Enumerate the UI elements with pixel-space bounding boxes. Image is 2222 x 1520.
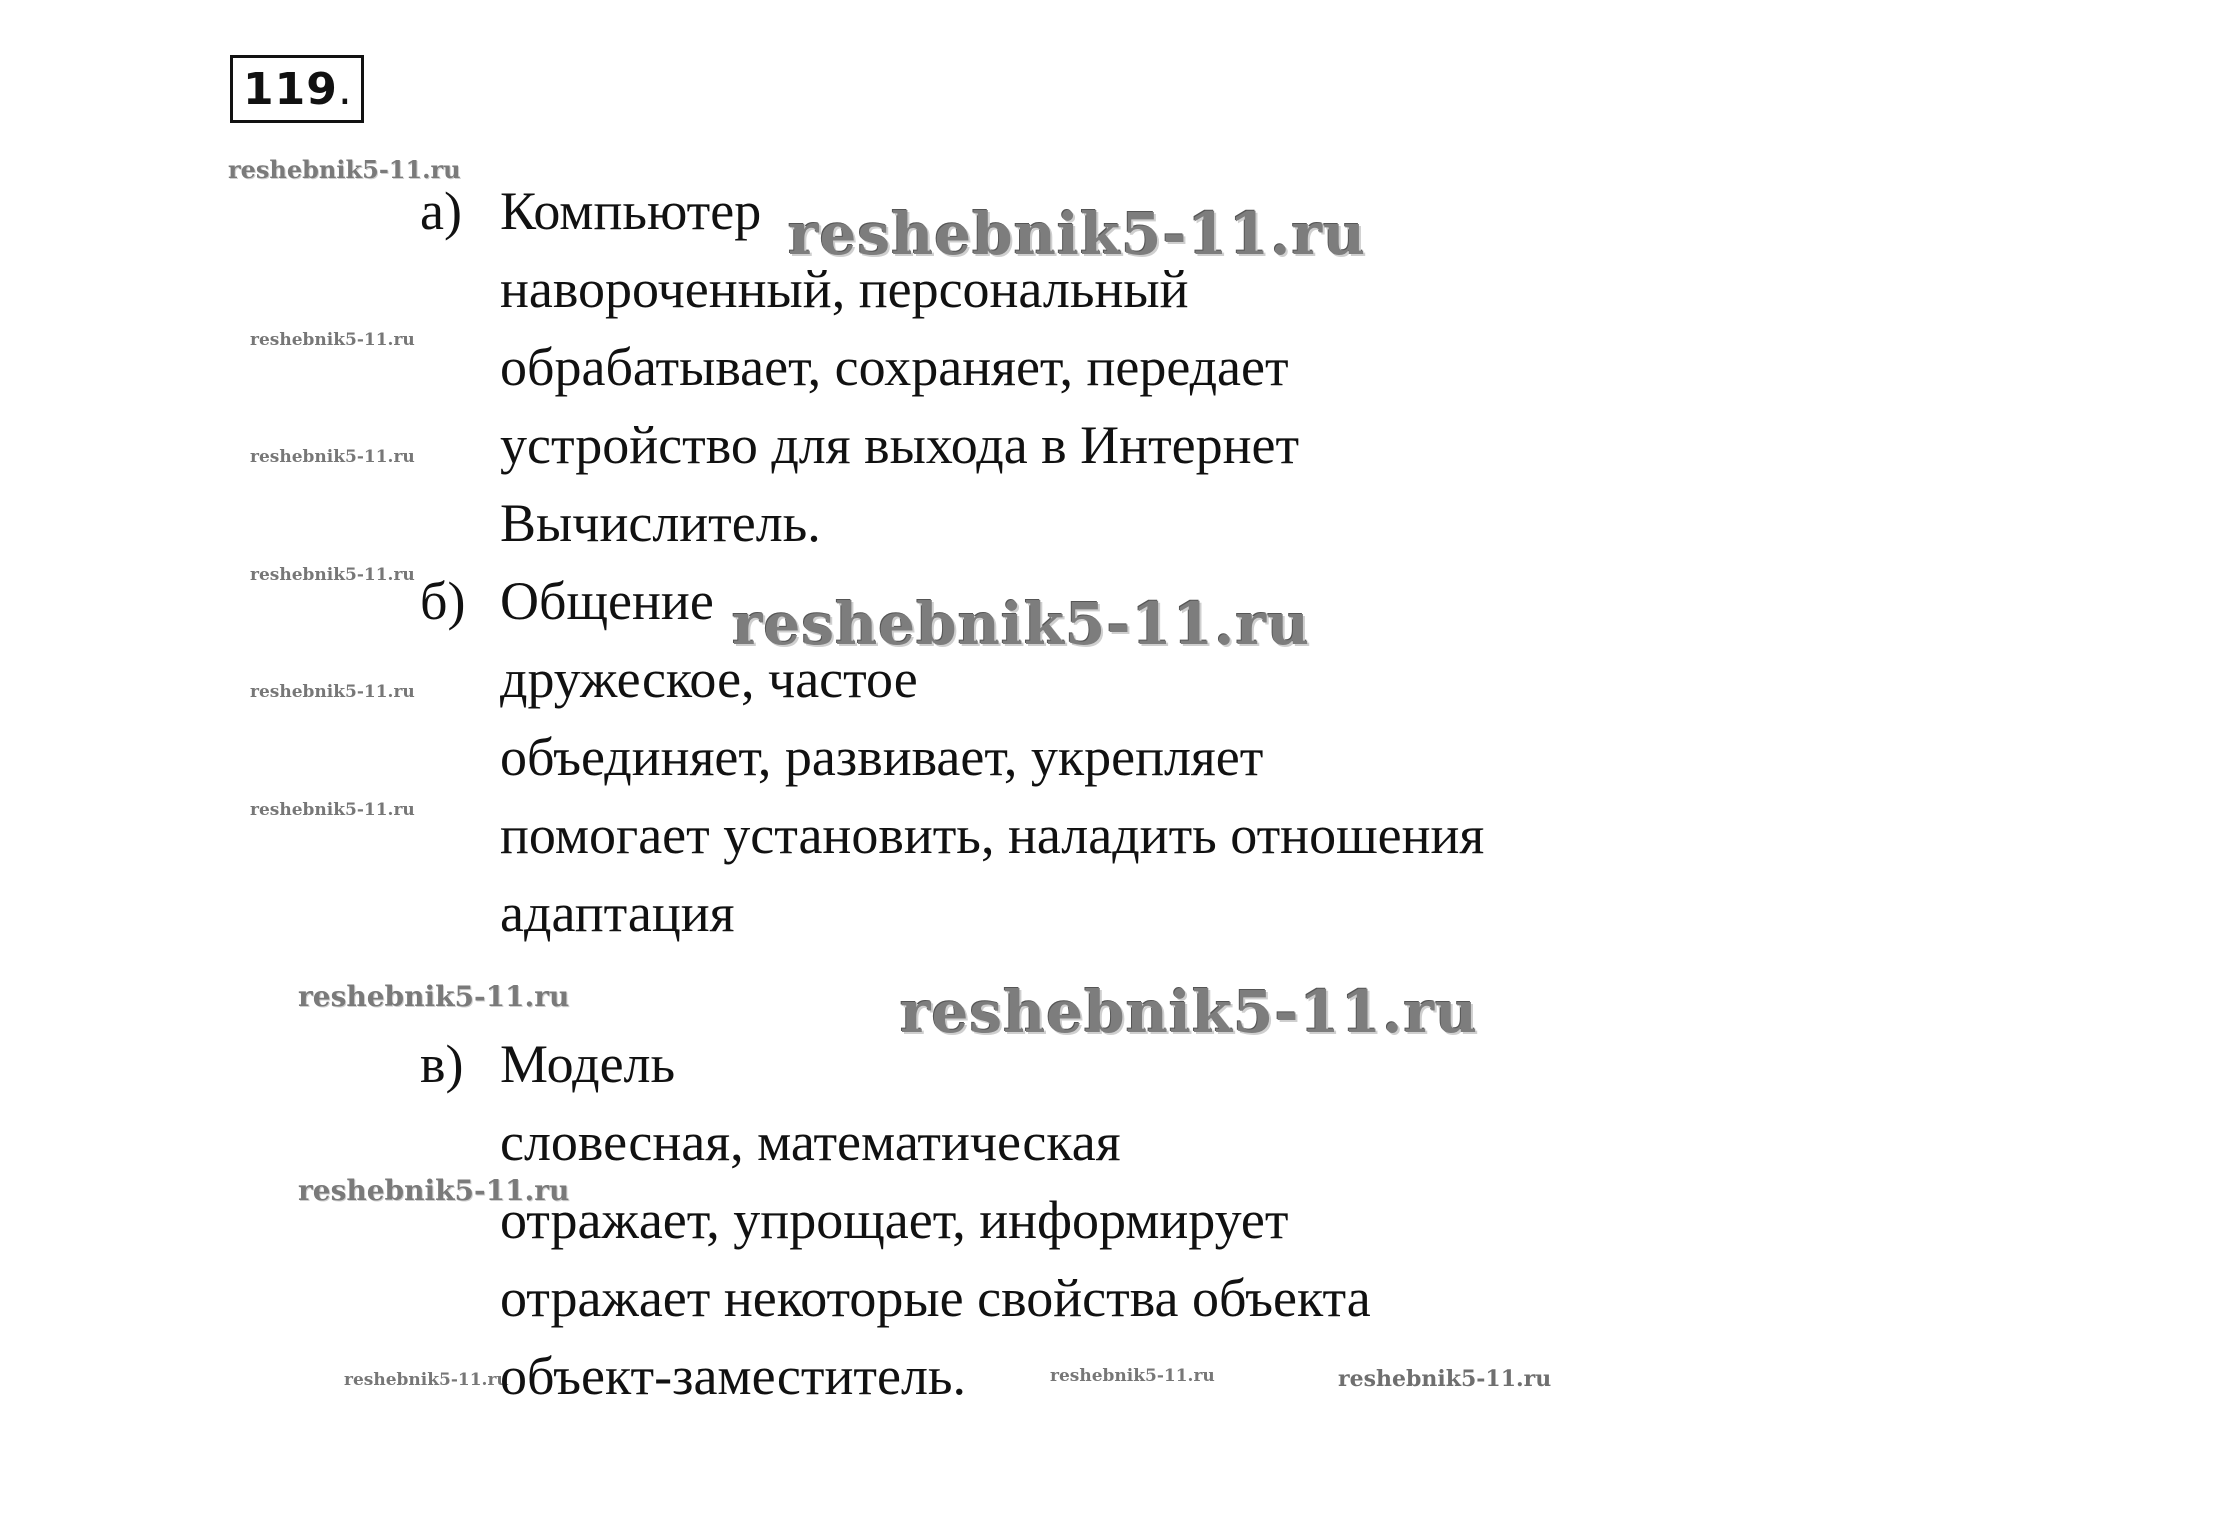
answer-line: адаптация (500, 883, 735, 943)
answer-line: дружеское, частое (500, 649, 918, 709)
item-label: в) (420, 1034, 464, 1094)
watermark-logo: reshebnik5-11.ru (900, 978, 1479, 1046)
item-label: б) (420, 571, 466, 631)
answer-line: помогает установить, наладить отношения (500, 805, 1485, 865)
answer-lines (500, 1025, 1371, 1415)
watermark-logo: reshebnik5-11.ru (1338, 1366, 1552, 1392)
answer-line: словесная, математическая (500, 1112, 1121, 1172)
task-number: 119 (243, 63, 338, 115)
answer-lines (500, 172, 1299, 562)
watermark-logo: reshebnik5-11.ru (1050, 1366, 1215, 1386)
watermark-logo: reshebnik5-11.ru (250, 330, 415, 350)
watermark-logo: reshebnik5-11.ru (250, 800, 415, 820)
answer-line: объединяет, развивает, укрепляет (500, 727, 1264, 787)
answer-line: Модель (500, 1034, 676, 1094)
answer-line: устройство для выхода в Интернет (500, 415, 1300, 475)
answer-line: Вычислитель. (500, 493, 821, 553)
answer-line: Компьютер (500, 181, 762, 241)
watermark-logo: reshebnik5-11.ru (788, 200, 1367, 268)
answer-line: Общение (500, 571, 714, 631)
watermark-logo: reshebnik5-11.ru (228, 155, 461, 184)
watermark-logo: reshebnik5-11.ru (298, 1174, 570, 1207)
watermark-logo: reshebnik5-11.ru (344, 1370, 509, 1390)
item-label: а) (420, 181, 462, 241)
answer-line: отражает, упрощает, информирует (500, 1190, 1289, 1250)
task-number-dot: . (337, 63, 353, 115)
answer-line: навороченный, персональный (500, 259, 1189, 319)
watermark-logo: reshebnik5-11.ru (298, 980, 570, 1013)
answer-line: отражает некоторые свойства объекта (500, 1268, 1371, 1328)
watermark-logo: reshebnik5-11.ru (732, 590, 1311, 658)
answer-line: объект-заместитель. (500, 1346, 967, 1406)
task-number-box (230, 55, 364, 123)
watermark-logo: reshebnik5-11.ru (250, 682, 415, 702)
answer-lines (500, 562, 1484, 952)
watermark-logo: reshebnik5-11.ru (250, 565, 415, 585)
watermark-logo: reshebnik5-11.ru (250, 447, 415, 467)
answer-line: обрабатывает, сохраняет, передает (500, 337, 1289, 397)
